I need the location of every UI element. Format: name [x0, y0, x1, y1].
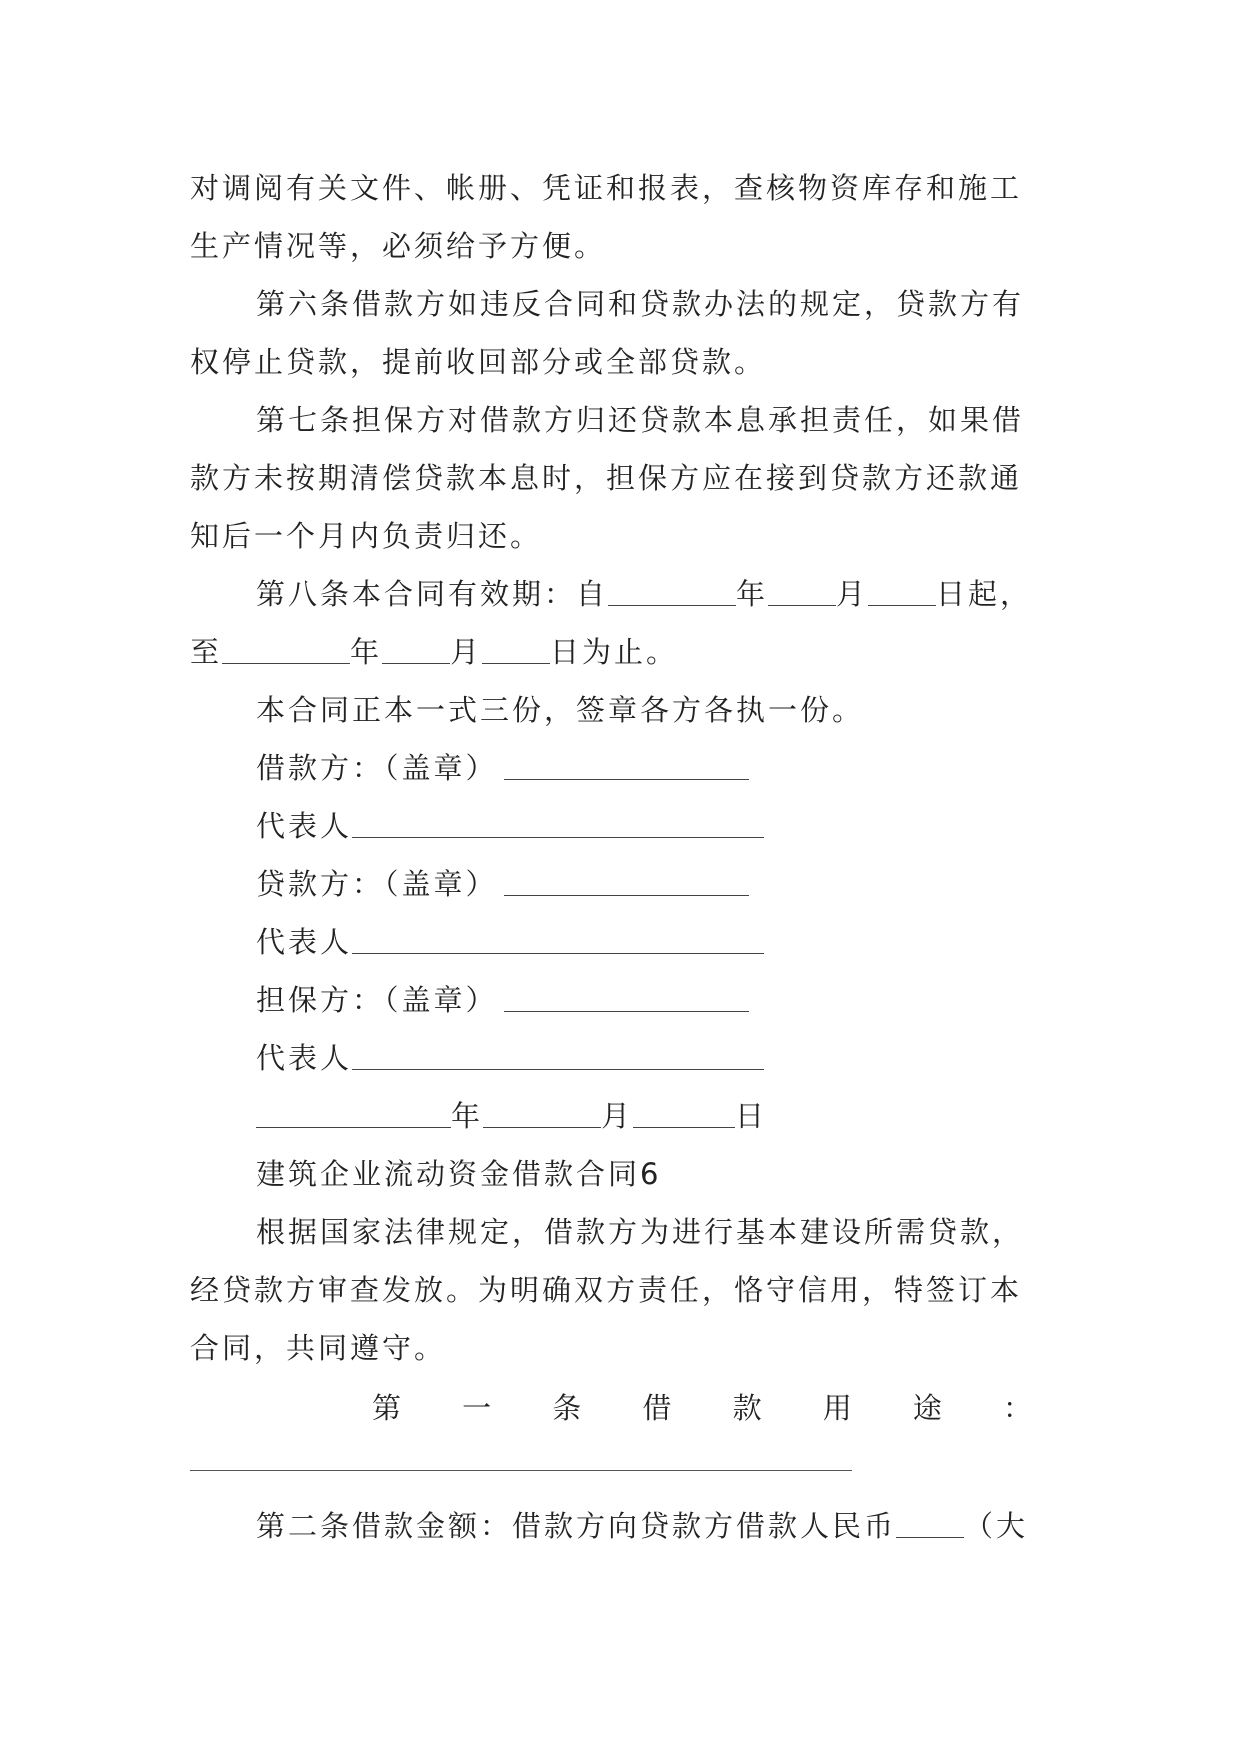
blank-day [633, 1101, 735, 1128]
month-label: 月 [601, 1099, 634, 1133]
borrower-seal-line [256, 748, 1116, 788]
blank-signature [352, 811, 764, 838]
month-label: 月 [450, 635, 483, 669]
article-2-text: 第二条借款金额：借款方向贷款方借款人民币 [256, 1509, 897, 1543]
blank-day [868, 579, 936, 606]
borrower-rep-line [256, 806, 1116, 846]
lender-seal-line [256, 864, 1116, 904]
blank-amount [896, 1511, 964, 1538]
contract-title: 建筑企业流动资金借款合同6 [256, 1157, 662, 1191]
blank-month [768, 579, 836, 606]
guarantor-seal-label: 担保方：（盖章） [256, 983, 498, 1017]
paragraph-line: 生产情况等，必须给予方便。 [190, 229, 607, 263]
article-8-text: 第八条本合同有效期：自 [256, 577, 609, 611]
date-line [256, 1096, 1116, 1136]
representative-label: 代表人 [256, 809, 353, 843]
article-8-line [256, 574, 1116, 614]
paragraph-line: 对调阅有关文件、帐册、凭证和报表，查核物资库存和施工 [190, 171, 1023, 205]
article-6-line: 第六条借款方如违反合同和贷款办法的规定，贷款方有 [256, 287, 1025, 321]
blank-day [482, 637, 550, 664]
lender-rep-line [256, 922, 1116, 962]
blank-signature [352, 927, 764, 954]
blank-month [382, 637, 450, 664]
lender-seal-label: 贷款方：（盖章） [256, 867, 498, 901]
guarantor-seal-line [256, 980, 1116, 1020]
guarantor-rep-line [256, 1038, 1116, 1078]
paragraph-line [190, 632, 1050, 672]
blank-year [608, 579, 736, 606]
preamble-line: 根据国家法律规定，借款方为进行基本建设所需贷款， [256, 1215, 1025, 1249]
paragraph-line: 知后一个月内负责归还。 [190, 519, 543, 553]
blank-year [222, 637, 350, 664]
blank-signature [504, 985, 749, 1012]
day-label: 日 [735, 1099, 768, 1133]
month-label: 月 [836, 577, 869, 611]
borrower-seal-label: 借款方：（盖章） [256, 751, 498, 785]
year-label: 年 [350, 635, 383, 669]
paragraph-line: 权停止贷款，提前收回部分或全部贷款。 [190, 345, 767, 379]
blank-signature [352, 1043, 764, 1070]
blank-loan-purpose [190, 1470, 852, 1471]
paragraph-line: 经贷款方审查发放。为明确双方责任，恪守信用，特签订本 [190, 1273, 1023, 1307]
year-label: 年 [451, 1099, 484, 1133]
representative-label: 代表人 [256, 925, 353, 959]
blank-year [256, 1101, 451, 1128]
to-label: 至 [190, 635, 223, 669]
day-label: 日起， [936, 577, 1033, 611]
paragraph-line: 款方未按期清偿贷款本息时，担保方应在接到贷款方还款通 [190, 461, 1023, 495]
blank-signature [504, 753, 749, 780]
blank-signature [504, 869, 749, 896]
representative-label: 代表人 [256, 1041, 353, 1075]
paragraph-line: 合同，共同遵守。 [190, 1331, 447, 1365]
article-2-line [256, 1506, 1116, 1546]
article-2-tail: （大 [964, 1509, 1029, 1543]
copies-line: 本合同正本一式三份，签章各方各执一份。 [256, 693, 865, 727]
article-7-line: 第七条担保方对借款方归还贷款本息承担责任，如果借 [256, 403, 1025, 437]
article-1-line: 第一条借款用途： [372, 1391, 1032, 1425]
day-label: 日为止。 [550, 635, 679, 669]
blank-month [483, 1101, 601, 1128]
year-label: 年 [736, 577, 769, 611]
